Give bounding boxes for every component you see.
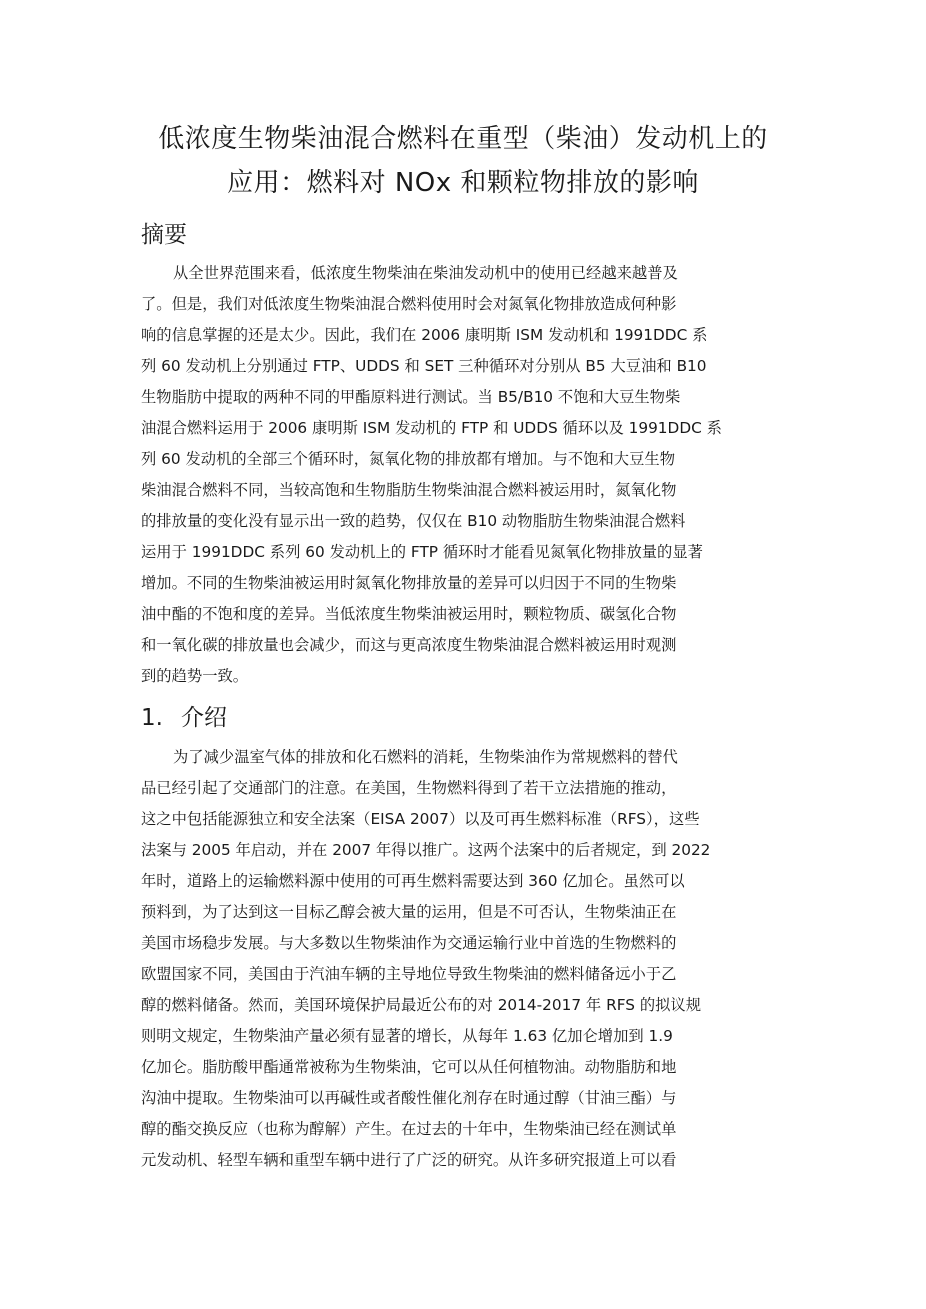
abstract-line: 列 60 发动机的全部三个循环时，氮氧化物的排放都有增加。与不饱和大豆生物: [141, 450, 675, 468]
abstract-heading: 摘要: [141, 222, 187, 248]
intro-line: 法案与 2005 年启动，并在 2007 年得以推广。这两个法案中的后者规定，到 2022: [141, 841, 711, 859]
abstract-line: 和一氧化碳的排放量也会减少，而这与更高浓度生物柴油混合燃料被运用时观测: [141, 636, 677, 654]
intro-line: 预料到，为了达到这一目标乙醇会被大量的运用，但是不可否认，生物柴油正在: [141, 903, 677, 921]
section-number: 1.: [141, 705, 163, 731]
abstract-line: 生物脂肪中提取的两种不同的甲酯原料进行测试。当 B5/B10 不饱和大豆生物柴: [141, 388, 681, 406]
abstract-line: 从全世界范围来看，低浓度生物柴油在柴油发动机中的使用已经越来越普及: [173, 264, 678, 282]
intro-line: 为了减少温室气体的排放和化石燃料的消耗，生物柴油作为常规燃料的替代: [173, 748, 678, 766]
abstract-line: 的排放量的变化没有显示出一致的趋势，仅仅在 B10 动物脂肪生物柴油混合燃料: [141, 512, 686, 530]
abstract-line: 了。但是，我们对低浓度生物柴油混合燃料使用时会对氮氧化物排放造成何种影: [141, 295, 677, 313]
intro-line: 沟油中提取。生物柴油可以再碱性或者酸性催化剂存在时通过醇（甘油三酯）与: [141, 1089, 677, 1107]
title-line-1: 低浓度生物柴油混合燃料在重型（柴油）发动机上的: [158, 124, 768, 154]
intro-line: 亿加仑。脂肪酸甲酯通常被称为生物柴油，它可以从任何植物油。动物脂肪和地: [141, 1058, 677, 1076]
abstract-line: 运用于 1991DDC 系列 60 发动机上的 FTP 循环时才能看见氮氧化物排放量的显著: [141, 543, 703, 561]
introduction-heading: [141, 702, 227, 734]
intro-line: 年时，道路上的运输燃料源中使用的可再生燃料需要达到 360 亿加仑。虽然可以: [141, 872, 685, 890]
abstract-line: 到的趋势一致。: [141, 667, 249, 685]
intro-line: 欧盟国家不同，美国由于汽油车辆的主导地位导致生物柴油的燃料储备远小于乙: [141, 965, 677, 983]
abstract-line: 柴油混合燃料不同，当较高饱和生物脂肪生物柴油混合燃料被运用时，氮氧化物: [141, 481, 677, 499]
intro-line: 醇的燃料储备。然而，美国环境保护局最近公布的对 2014-2017 年 RFS 的拟议规: [141, 996, 702, 1014]
intro-line: 这之中包括能源独立和安全法案（EISA 2007）以及可再生燃料标准（RFS），这些: [141, 810, 700, 828]
abstract-line: 油混合燃料运用于 2006 康明斯 ISM 发动机的 FTP 和 UDDS 循环以及 1991DDC 系: [141, 419, 722, 437]
title-line-2: 应用：燃料对 NOx 和颗粒物排放的影响: [227, 168, 699, 198]
intro-line: 则明文规定，生物柴油产量必须有显著的增长，从每年 1.63 亿加仑增加到 1.9: [141, 1027, 673, 1045]
intro-line: 美国市场稳步发展。与大多数以生物柴油作为交通运输行业中首选的生物燃料的: [141, 934, 677, 952]
introduction-paragraph: [141, 742, 788, 1176]
intro-line: 元发动机、轻型车辆和重型车辆中进行了广泛的研究。从许多研究报道上可以看: [141, 1151, 677, 1169]
document-title: [100, 117, 826, 205]
abstract-line: 增加。不同的生物柴油被运用时氮氧化物排放量的差异可以归因于不同的生物柴: [141, 574, 677, 592]
intro-line: 品已经引起了交通部门的注意。在美国，生物燃料得到了若干立法措施的推动，: [141, 779, 677, 797]
abstract-line: 列 60 发动机上分别通过 FTP、UDDS 和 SET 三种循环对分别从 B5 大豆油和 B10: [141, 357, 707, 375]
intro-line: 醇的酯交换反应（也称为醇解）产生。在过去的十年中，生物柴油已经在测试单: [141, 1120, 677, 1138]
abstract-line: 油中酯的不饱和度的差异。当低浓度生物柴油被运用时，颗粒物质、碳氢化合物: [141, 605, 677, 623]
abstract-paragraph: [141, 258, 788, 692]
abstract-line: 响的信息掌握的还是太少。因此，我们在 2006 康明斯 ISM 发动机和 1991DDC 系: [141, 326, 708, 344]
section-title: 介绍: [180, 705, 227, 731]
